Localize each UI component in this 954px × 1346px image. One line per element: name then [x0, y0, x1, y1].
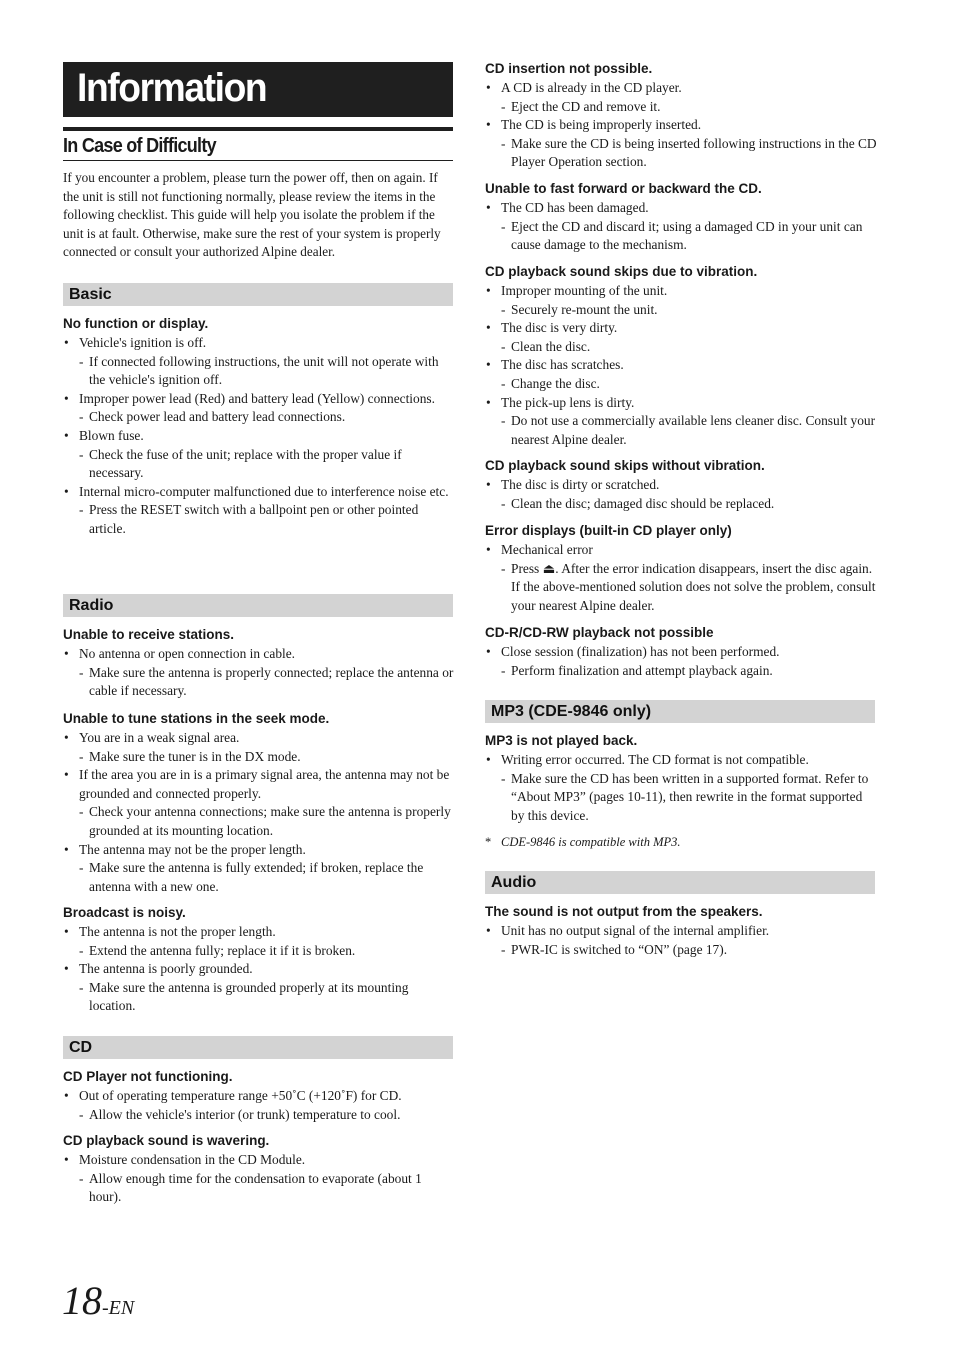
- remedy-item: - Securely re-mount the unit.: [485, 301, 877, 320]
- remedy-item: - Extend the antenna fully; replace it if it is broken.: [63, 942, 455, 961]
- cause-item: • Close session (finalization) has not been performed.: [485, 643, 877, 662]
- intro-paragraph: If you encounter a problem, please turn the power off, then on again. If the unit is still not functioning normally, please review the items in the following checklist. This guide will help you isolate the problem if the unit is at fault. Otherwise, make sure the rest of your system is properly connected or consult your authorized Alpine dealer.: [63, 170, 441, 260]
- page-number-suffix: -EN: [102, 1297, 135, 1319]
- problem-heading: Error displays (built-in CD player only): [485, 523, 732, 538]
- remedy-item: - Make sure the antenna is properly connected; replace the antenna or cable if necessary.: [63, 664, 455, 701]
- section-title-radio: Radio: [69, 597, 114, 614]
- cause-item: • Vehicle's ignition is off.: [63, 334, 455, 353]
- remedy-item: - Do not use a commercially available lens cleaner disc. Consult your nearest Alpine dealer.: [485, 412, 877, 449]
- section-bar-audio: [485, 871, 875, 894]
- page-title: Information: [77, 66, 267, 110]
- cd-group-skips-no-vibration: [485, 457, 877, 513]
- cause-item: • Internal micro-computer malfunctioned due to interference noise etc.: [63, 483, 455, 502]
- remedy-item: - Check power lead and battery lead connections.: [63, 408, 455, 427]
- problem-heading: CD playback sound skips without vibration.: [485, 458, 765, 473]
- problem-heading: MP3 is not played back.: [485, 733, 638, 748]
- mp3-group-not-played: [485, 732, 877, 825]
- radio-group-noisy: [63, 904, 455, 1016]
- remedy-item: - Make sure the tuner is in the DX mode.: [63, 748, 455, 767]
- cause-item: • The disc is very dirty.: [485, 319, 877, 338]
- page-number-value: 18: [62, 1278, 102, 1323]
- cause-item: • Improper mounting of the unit.: [485, 282, 877, 301]
- basic-group-no-function: [63, 315, 455, 539]
- section-title-cd: CD: [69, 1039, 93, 1056]
- cause-item: • No antenna or open connection in cable.: [63, 645, 455, 664]
- remedy-item: - Perform finalization and attempt playback again.: [485, 662, 877, 681]
- remedy-item: - Clean the disc.: [485, 338, 877, 357]
- cause-item: • Blown fuse.: [63, 427, 455, 446]
- remedy-item: - Make sure the CD is being inserted following instructions in the CD Player Operation section.: [485, 135, 877, 172]
- footnote-marker: *: [485, 835, 492, 849]
- remedy-item: - Change the disc.: [485, 375, 877, 394]
- remedy-item: - Check your antenna connections; make sure the antenna is properly grounded at its mounting location.: [63, 803, 455, 840]
- cd-group-fast-forward: [485, 180, 877, 255]
- remedy-item: - Eject the CD and discard it; using a damaged CD in your unit can cause damage to the mechanism.: [485, 218, 877, 255]
- footnote: [485, 834, 877, 851]
- section-subtitle-bar: [63, 127, 453, 161]
- problem-heading: CD-R/CD-RW playback not possible: [485, 625, 714, 640]
- cd-group-skips-vibration: [485, 263, 877, 449]
- problem-heading: Unable to receive stations.: [63, 627, 235, 642]
- section-bar-basic: [63, 283, 453, 306]
- audio-group-no-sound: [485, 903, 877, 959]
- cause-item: • The pick-up lens is dirty.: [485, 394, 877, 413]
- page-number: [62, 1278, 134, 1331]
- problem-heading: CD Player not functioning.: [63, 1069, 233, 1084]
- remedy-text-post: . After the error indication disappears, insert the disc again. If the above-mentioned solution does not solve the problem, consult your nearest Alpine dealer.: [511, 560, 876, 613]
- problem-heading: Broadcast is noisy.: [63, 905, 186, 920]
- eject-icon: ⏏: [542, 560, 556, 576]
- section-title-basic: Basic: [69, 286, 112, 303]
- cd-group-wavering: [63, 1132, 455, 1207]
- cause-item: • A CD is already in the CD player.: [485, 79, 877, 98]
- radio-group-receive: [63, 626, 455, 701]
- cd-group-insertion: [485, 60, 877, 172]
- remedy-item: - If connected following instructions, the unit will not operate with the vehicle's ignition off.: [63, 353, 455, 390]
- cd-group-error-displays: [485, 522, 877, 615]
- section-bar-mp3: [485, 700, 875, 723]
- section-bar-cd: [63, 1036, 453, 1059]
- problem-heading: No function or display.: [63, 316, 209, 331]
- problem-heading: Unable to tune stations in the seek mode.: [63, 711, 330, 726]
- problem-heading: Unable to fast forward or backward the CD.: [485, 181, 762, 196]
- problem-heading: CD insertion not possible.: [485, 61, 653, 76]
- remedy-item: [485, 560, 877, 616]
- cause-item: • Unit has no output signal of the internal amplifier.: [485, 922, 877, 941]
- remedy-item: - Press the RESET switch with a ballpoint pen or other pointed article.: [63, 501, 455, 538]
- cause-item: • The antenna may not be the proper length.: [63, 841, 455, 860]
- cause-item: • Writing error occurred. The CD format is not compatible.: [485, 751, 877, 770]
- remedy-item: - Allow the vehicle's interior (or trunk) temperature to cool.: [63, 1106, 455, 1125]
- radio-group-seek: [63, 710, 455, 896]
- problem-heading: The sound is not output from the speakers.: [485, 904, 763, 919]
- cause-item: • The antenna is not the proper length.: [63, 923, 455, 942]
- cause-item: • The disc is dirty or scratched.: [485, 476, 877, 495]
- cause-item: • Improper power lead (Red) and battery lead (Yellow) connections.: [63, 390, 455, 409]
- footnote-text: CDE-9846 is compatible with MP3.: [501, 835, 681, 849]
- problem-heading: CD playback sound skips due to vibration.: [485, 264, 758, 279]
- section-title-audio: Audio: [491, 874, 537, 891]
- cd-group-not-functioning: [63, 1068, 455, 1124]
- remedy-item: - Check the fuse of the unit; replace with the proper value if necessary.: [63, 446, 455, 483]
- cause-item: • Moisture condensation in the CD Module.: [63, 1151, 455, 1170]
- remedy-item: - Eject the CD and remove it.: [485, 98, 877, 117]
- cause-item: • If the area you are in is a primary signal area, the antenna may not be grounded and connected properly.: [63, 766, 455, 803]
- remedy-item: - Make sure the antenna is grounded properly at its mounting location.: [63, 979, 455, 1016]
- problem-heading: CD playback sound is wavering.: [63, 1133, 270, 1148]
- remedy-item: - Clean the disc; damaged disc should be replaced.: [485, 495, 877, 514]
- remedy-item: - Make sure the antenna is fully extended; if broken, replace the antenna with a new one.: [63, 859, 455, 896]
- cause-item: • Mechanical error: [485, 541, 877, 560]
- cause-item: • The CD has been damaged.: [485, 199, 877, 218]
- remedy-item: - Allow enough time for the condensation to evaporate (about 1 hour).: [63, 1170, 455, 1207]
- section-title-mp3: MP3 (CDE-9846 only): [491, 703, 652, 720]
- section-bar-radio: [63, 594, 453, 617]
- cause-item: • You are in a weak signal area.: [63, 729, 455, 748]
- section-subtitle: In Case of Difficulty: [63, 135, 216, 157]
- cause-item: • The CD is being improperly inserted.: [485, 116, 877, 135]
- remedy-item: - PWR-IC is switched to “ON” (page 17).: [485, 941, 877, 960]
- remedy-text-pre: Press: [511, 560, 543, 576]
- page-title-bar: [63, 62, 453, 117]
- remedy-item: - Make sure the CD has been written in a supported format. Refer to “About MP3” (pages 10-11), then rewrite in the format supported by this device.: [485, 770, 877, 826]
- cd-group-cdr: [485, 624, 877, 680]
- cause-item: • The antenna is poorly grounded.: [63, 960, 455, 979]
- cause-item: • The disc has scratches.: [485, 356, 877, 375]
- cause-item: • Out of operating temperature range +50˚C (+120˚F) for CD.: [63, 1087, 455, 1106]
- mp3-note: [485, 834, 877, 851]
